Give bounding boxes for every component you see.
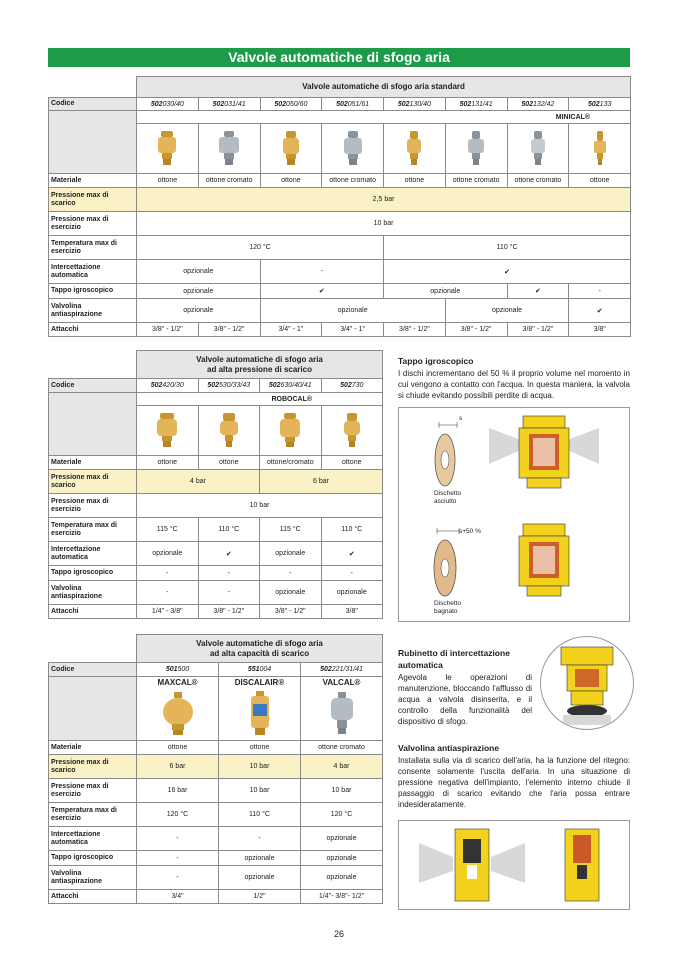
cell-tappo: - xyxy=(137,566,199,581)
valve-image-chrome xyxy=(198,124,260,174)
brand-maxcal: MAXCAL® xyxy=(137,677,219,689)
cell-valvolina: opzionale xyxy=(137,299,261,323)
cell-intercettazione: opzionale xyxy=(260,542,322,566)
fig-label-s50: s+50 % xyxy=(459,528,481,535)
cell-materiale: ottone cromato xyxy=(322,174,384,188)
row-label-tappo: Tappo igroscopico xyxy=(49,851,137,866)
cell-temperatura: 110 °C xyxy=(384,236,631,260)
cell-attacchi: 1/4"- 3/8"- 1/2" xyxy=(301,890,383,904)
cell-tappo: - xyxy=(321,566,383,581)
brand-discalair: DISCALAIR® xyxy=(219,677,301,689)
cell-temperatura: 110 °C xyxy=(198,518,260,542)
cell-temperatura: 110 °C xyxy=(219,803,301,827)
valve-image-maxcal xyxy=(137,689,219,741)
row-label-tappo: Tappo igroscopico xyxy=(49,284,137,299)
product-code: 502530/33/43 xyxy=(198,379,260,393)
brand-robocal: ROBOCAL® xyxy=(137,393,383,406)
valve-image-brass xyxy=(569,124,631,174)
cell-valvolina: - xyxy=(137,581,199,605)
cell-valvolina: ✔ xyxy=(569,299,631,323)
cell-materiale: ottone xyxy=(219,741,301,755)
row-label-intercettazione: Intercettazione automatica xyxy=(49,827,137,851)
product-code: 502730 xyxy=(321,379,383,393)
cell-pressione-esercizio: 16 bar xyxy=(137,779,219,803)
cell-pressione-scarico: 4 bar xyxy=(301,755,383,779)
product-code: 502420/30 xyxy=(137,379,199,393)
cell-pressione-esercizio: 10 bar xyxy=(137,212,631,236)
valve-image-brass xyxy=(260,406,322,456)
cell-materiale: ottone xyxy=(260,174,322,188)
code-label: Codice xyxy=(49,379,137,393)
cell-attacchi: 3/8" - 1/2" xyxy=(445,323,507,337)
cell-materiale: ottone xyxy=(384,174,446,188)
rubinetto-figure xyxy=(540,636,634,730)
valve-image-brass xyxy=(137,406,199,456)
cell-materiale: ottone xyxy=(321,456,383,470)
cell-temperatura: 120 °C xyxy=(301,803,383,827)
cell-materiale: ottone cromato xyxy=(301,741,383,755)
cell-pressione-esercizio: 10 bar xyxy=(137,494,383,518)
cell-valvolina: opzionale xyxy=(219,866,301,890)
cell-intercettazione: - xyxy=(137,827,219,851)
cell-intercettazione: ✔ xyxy=(384,260,631,284)
tappo-figure xyxy=(398,407,630,622)
cell-valvolina: opzionale xyxy=(321,581,383,605)
cell-tappo: opzionale xyxy=(219,851,301,866)
cell-intercettazione: ✔ xyxy=(321,542,383,566)
cell-attacchi: 3/8" xyxy=(321,605,383,619)
cell-tappo: - xyxy=(137,851,219,866)
cell-attacchi: 3/8" xyxy=(569,323,631,337)
table1-title: Valvole automatiche di sfogo aria standard xyxy=(137,77,631,98)
cell-valvolina: opzionale xyxy=(260,299,445,323)
cell-attacchi: 3/8" - 1/2" xyxy=(260,605,322,619)
valvolina-text: Installata sulla via di scarico dell'aria, ha la funzione del ritegno: consente solamente l'uscita dell'aria. In una situazione di pressione negativa dell'impianto, l'elemento interno chiude il passaggio di scarico evitando che l'aria possa entrare indesideratamente. xyxy=(398,756,630,809)
valvolina-figure xyxy=(398,820,630,910)
cell-temperatura: 115 °C xyxy=(137,518,199,542)
row-label-attacchi: Attacchi xyxy=(49,605,137,619)
cell-tappo: - xyxy=(569,284,631,299)
cell-pressione-scarico: 10 bar xyxy=(219,755,301,779)
cell-attacchi: 3/8" - 1/2" xyxy=(198,323,260,337)
row-label-pressione-scarico: Pressione max di scarico xyxy=(49,470,137,494)
product-code: 502221/31/41 xyxy=(301,663,383,677)
cell-pressione-scarico: 2,5 bar xyxy=(137,188,631,212)
cell-tappo: opzionale xyxy=(301,851,383,866)
cell-attacchi: 1/2" xyxy=(219,890,301,904)
cell-valvolina: opzionale xyxy=(260,581,322,605)
cell-temperatura: 115 °C xyxy=(260,518,322,542)
valve-image-brass xyxy=(260,124,322,174)
cell-attacchi: 3/8" - 1/2" xyxy=(384,323,446,337)
product-code: 502031/41 xyxy=(198,98,260,111)
page-banner: Valvole automatiche di sfogo aria xyxy=(48,48,630,67)
cell-tappo: ✔ xyxy=(507,284,569,299)
cell-tappo: - xyxy=(260,566,322,581)
cell-attacchi: 3/8" - 1/2" xyxy=(198,605,260,619)
rubinetto-title: Rubinetto di intercettazione automatica xyxy=(398,648,510,670)
code-label: Codice xyxy=(49,98,137,111)
code-label: Codice xyxy=(49,663,137,677)
cell-temperatura: 120 °C xyxy=(137,803,219,827)
row-label-materiale: Materiale xyxy=(49,174,137,188)
table2-title: Valvole automatiche di sfogo aria ad alta pressione di scarico xyxy=(137,351,383,379)
cell-pressione-scarico: 6 bar xyxy=(137,755,219,779)
product-code: 502051/61 xyxy=(322,98,384,111)
brand-valcal: VALCAL® xyxy=(301,677,383,689)
cell-intercettazione: - xyxy=(260,260,384,284)
row-label-materiale: Materiale xyxy=(49,741,137,755)
cell-materiale: ottone cromato xyxy=(507,174,569,188)
row-label-materiale: Materiale xyxy=(49,456,137,470)
cell-pressione-esercizio: 10 bar xyxy=(219,779,301,803)
fig-label-s: s xyxy=(459,415,463,422)
row-label-pressione-scarico: Pressione max di scarico xyxy=(49,188,137,212)
cell-tappo: opzionale xyxy=(137,284,261,299)
row-label-valvolina: Valvolina antiaspirazione xyxy=(49,581,137,605)
cell-attacchi: 3/8" - 1/2" xyxy=(507,323,569,337)
cell-valvolina: - xyxy=(198,581,260,605)
cell-materiale: ottone xyxy=(137,174,199,188)
row-label-pressione-esercizio: Pressione max di esercizio xyxy=(49,212,137,236)
cell-valvolina: opzionale xyxy=(445,299,569,323)
cell-intercettazione: opzionale xyxy=(137,260,261,284)
cell-valvolina: - xyxy=(137,866,219,890)
cell-intercettazione: ✔ xyxy=(198,542,260,566)
valve-image-brass xyxy=(137,124,199,174)
valve-image-brass xyxy=(321,406,383,456)
row-label-temperatura: Temperatura max di esercizio xyxy=(49,236,137,260)
product-code: 502132/42 xyxy=(507,98,569,111)
cell-materiale: ottone xyxy=(137,456,199,470)
cell-materiale: ottone cromato xyxy=(198,174,260,188)
cell-materiale: ottone cromato xyxy=(445,174,507,188)
cell-materiale: ottone xyxy=(198,456,260,470)
cell-intercettazione: opzionale xyxy=(301,827,383,851)
rubinetto-text: Agevola le operazioni di manutenzione, bloccando l'afflusso di acqua a valvola disinserita, e il controllo della funzionalità del dispositivo di sfogo. xyxy=(398,673,532,726)
cell-temperatura: 110 °C xyxy=(321,518,383,542)
row-label-pressione-esercizio: Pressione max di esercizio xyxy=(49,494,137,518)
product-code: 502030/40 xyxy=(137,98,199,111)
table-high-pressure xyxy=(48,350,383,619)
valvolina-title: Valvolina antiaspirazione xyxy=(398,743,500,753)
cell-tappo: - xyxy=(198,566,260,581)
brand-minical: MINICAL® xyxy=(137,111,631,124)
cell-materiale: ottone/cromato xyxy=(260,456,322,470)
valve-image-brass xyxy=(198,406,260,456)
table-standard xyxy=(48,76,631,337)
table-high-capacity xyxy=(48,634,383,904)
row-label-pressione-scarico: Pressione max di scarico xyxy=(49,755,137,779)
cell-temperatura: 120 °C xyxy=(137,236,384,260)
valve-image-chrome xyxy=(322,124,384,174)
tappo-title: Tappo igroscopico xyxy=(398,356,474,366)
valve-image-chrome xyxy=(507,124,569,174)
cell-intercettazione: - xyxy=(219,827,301,851)
cell-attacchi: 3/4" - 1" xyxy=(322,323,384,337)
row-label-valvolina: Valvolina antiaspirazione xyxy=(49,299,137,323)
product-code: 502133 xyxy=(569,98,631,111)
valve-image-discalair xyxy=(219,689,301,741)
row-label-valvolina: Valvolina antiaspirazione xyxy=(49,866,137,890)
cell-pressione-scarico: 6 bar xyxy=(260,470,383,494)
cell-attacchi: 3/4" xyxy=(137,890,219,904)
product-code: 501500 xyxy=(137,663,219,677)
cell-pressione-esercizio: 10 bar xyxy=(301,779,383,803)
row-label-temperatura: Temperatura max di esercizio xyxy=(49,518,137,542)
cell-intercettazione: opzionale xyxy=(137,542,199,566)
valve-image-brass xyxy=(384,124,446,174)
page-number: 26 xyxy=(333,929,344,939)
row-label-attacchi: Attacchi xyxy=(49,890,137,904)
cell-attacchi: 1/4" - 3/8" xyxy=(137,605,199,619)
cell-tappo: ✔ xyxy=(260,284,384,299)
valve-image-valcal xyxy=(301,689,383,741)
row-label-temperatura: Temperatura max di esercizio xyxy=(49,803,137,827)
table3-title: Valvole automatiche di sfogo aria ad alta capacità di scarico xyxy=(137,635,383,663)
cell-attacchi: 3/4" - 1" xyxy=(260,323,322,337)
row-label-intercettazione: Intercettazione automatica xyxy=(49,260,137,284)
tappo-diagram xyxy=(399,408,629,621)
row-label-pressione-esercizio: Pressione max di esercizio xyxy=(49,779,137,803)
cell-materiale: ottone xyxy=(137,741,219,755)
cell-valvolina: opzionale xyxy=(301,866,383,890)
product-code: 502630/40/41 xyxy=(260,379,322,393)
row-label-tappo: Tappo igroscopico xyxy=(49,566,137,581)
cell-materiale: ottone xyxy=(569,174,631,188)
cell-attacchi: 3/8" - 1/2" xyxy=(137,323,199,337)
row-label-intercettazione: Intercettazione automatica xyxy=(49,542,137,566)
product-code: 502050/60 xyxy=(260,98,322,111)
valve-image-chrome xyxy=(445,124,507,174)
fig-caption-dry: Dischetto asciutto xyxy=(434,490,462,505)
row-label-attacchi: Attacchi xyxy=(49,323,137,337)
cell-pressione-scarico: 4 bar xyxy=(137,470,260,494)
cell-tappo: opzionale xyxy=(384,284,508,299)
product-code: 502130/40 xyxy=(384,98,446,111)
tappo-text: I dischi incrementano del 50 % il proprio volume nel momento in cui vengono a contatto con l'acqua. In questa maniera, la valvola si chiude evitando possibili perdite di acqua. xyxy=(398,369,630,400)
product-code: 502131/41 xyxy=(445,98,507,111)
product-code: 551004 xyxy=(219,663,301,677)
fig-caption-wet: Dischetto bagnato xyxy=(434,600,462,615)
